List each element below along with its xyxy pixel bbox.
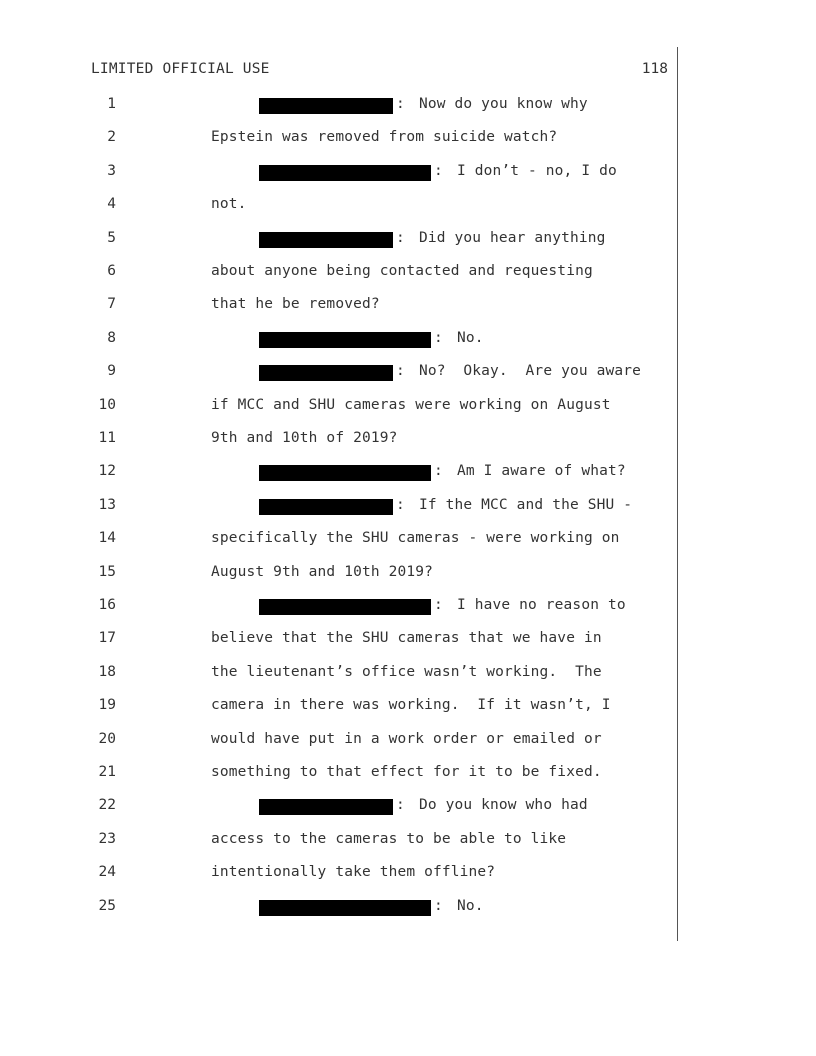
line-text: Epstein was removed from suicide watch? bbox=[211, 129, 558, 146]
redacted-speaker-name bbox=[259, 900, 431, 916]
transcript-line bbox=[0, 797, 816, 819]
line-number: 25 bbox=[98, 897, 116, 914]
transcript-line bbox=[0, 263, 816, 285]
line-number: 4 bbox=[107, 196, 116, 213]
speaker-colon: : bbox=[434, 463, 443, 480]
line-text: not. bbox=[211, 196, 247, 213]
line-number: 3 bbox=[107, 162, 116, 179]
line-number: 19 bbox=[98, 697, 116, 714]
line-text: Did you hear anything bbox=[419, 229, 606, 246]
line-text: Am I aware of what? bbox=[457, 463, 626, 480]
line-number: 1 bbox=[107, 96, 116, 112]
line-number: 13 bbox=[98, 496, 116, 513]
transcript-line bbox=[0, 96, 816, 118]
line-text: August 9th and 10th 2019? bbox=[211, 563, 433, 580]
line-text: 9th and 10th of 2019? bbox=[211, 430, 398, 446]
line-number: 11 bbox=[98, 430, 116, 446]
speaker-colon: : bbox=[434, 329, 443, 346]
line-number: 9 bbox=[107, 363, 116, 380]
line-text: I have no reason to bbox=[457, 597, 626, 613]
line-text: I don’t - no, I do bbox=[457, 162, 617, 179]
transcript-line bbox=[0, 196, 816, 218]
speaker-colon: : bbox=[396, 363, 405, 380]
line-text: that he be removed? bbox=[211, 296, 380, 313]
line-number: 14 bbox=[98, 530, 116, 547]
line-number: 15 bbox=[98, 563, 116, 580]
classification-header: LIMITED OFFICIAL USE bbox=[91, 61, 270, 77]
transcript-line bbox=[0, 831, 816, 853]
line-text: Now do you know why bbox=[419, 96, 588, 112]
line-number: 10 bbox=[98, 396, 116, 413]
transcript-line bbox=[0, 864, 816, 886]
transcript-line bbox=[0, 664, 816, 686]
transcript-line bbox=[0, 597, 816, 619]
redacted-speaker-name bbox=[259, 499, 393, 515]
line-number: 12 bbox=[98, 463, 116, 480]
transcript-line bbox=[0, 564, 816, 586]
line-text: access to the cameras to be able to like bbox=[211, 830, 567, 847]
transcript-line bbox=[0, 463, 816, 485]
transcript-line bbox=[0, 430, 816, 452]
redacted-speaker-name bbox=[259, 465, 431, 481]
line-number: 20 bbox=[98, 730, 116, 747]
transcript-line bbox=[0, 697, 816, 719]
transcript-line bbox=[0, 731, 816, 753]
transcript-line bbox=[0, 330, 816, 352]
line-number: 6 bbox=[107, 263, 116, 279]
line-number: 17 bbox=[98, 630, 116, 647]
transcript-line bbox=[0, 296, 816, 318]
line-text: If the MCC and the SHU - bbox=[419, 496, 633, 513]
redacted-speaker-name bbox=[259, 599, 431, 615]
speaker-colon: : bbox=[434, 597, 443, 613]
speaker-colon: : bbox=[434, 162, 443, 179]
speaker-colon: : bbox=[396, 797, 405, 814]
line-text: Do you know who had bbox=[419, 797, 588, 814]
line-number: 8 bbox=[107, 329, 116, 346]
line-text: specifically the SHU cameras - were working on bbox=[211, 530, 620, 547]
speaker-colon: : bbox=[396, 96, 405, 112]
line-text: intentionally take them offline? bbox=[211, 864, 496, 881]
line-text: No. bbox=[457, 897, 484, 914]
line-text: would have put in a work order or emailed or bbox=[211, 730, 602, 747]
line-number: 23 bbox=[98, 830, 116, 847]
redacted-speaker-name bbox=[259, 332, 431, 348]
transcript-line bbox=[0, 230, 816, 252]
line-text: about anyone being contacted and requesting bbox=[211, 263, 593, 279]
transcript-line bbox=[0, 397, 816, 419]
line-number: 2 bbox=[107, 129, 116, 146]
line-text: No. bbox=[457, 329, 484, 346]
line-text: believe that the SHU cameras that we have in bbox=[211, 630, 602, 647]
line-number: 21 bbox=[98, 764, 116, 780]
transcript-line bbox=[0, 129, 816, 151]
line-number: 22 bbox=[98, 797, 116, 814]
redacted-speaker-name bbox=[259, 98, 393, 114]
line-number: 7 bbox=[107, 296, 116, 313]
transcript-line bbox=[0, 530, 816, 552]
transcript-line bbox=[0, 898, 816, 920]
line-text: something to that effect for it to be fixed. bbox=[211, 764, 602, 780]
line-text: if MCC and SHU cameras were working on August bbox=[211, 396, 611, 413]
redacted-speaker-name bbox=[259, 232, 393, 248]
transcript-line bbox=[0, 163, 816, 185]
line-text: camera in there was working. If it wasn’t, I bbox=[211, 697, 611, 714]
line-number: 24 bbox=[98, 864, 116, 881]
redacted-speaker-name bbox=[259, 799, 393, 815]
transcript-line bbox=[0, 764, 816, 786]
page-number: 118 bbox=[641, 61, 668, 77]
transcript-line bbox=[0, 630, 816, 652]
line-text: the lieutenant’s office wasn’t working. The bbox=[211, 663, 602, 680]
speaker-colon: : bbox=[434, 897, 443, 914]
redacted-speaker-name bbox=[259, 165, 431, 181]
speaker-colon: : bbox=[396, 496, 405, 513]
line-number: 5 bbox=[107, 229, 116, 246]
line-number: 16 bbox=[98, 597, 116, 613]
redacted-speaker-name bbox=[259, 365, 393, 381]
transcript-line bbox=[0, 363, 816, 385]
line-text: No? Okay. Are you aware bbox=[419, 363, 641, 380]
speaker-colon: : bbox=[396, 229, 405, 246]
transcript-line bbox=[0, 497, 816, 519]
line-number: 18 bbox=[98, 663, 116, 680]
